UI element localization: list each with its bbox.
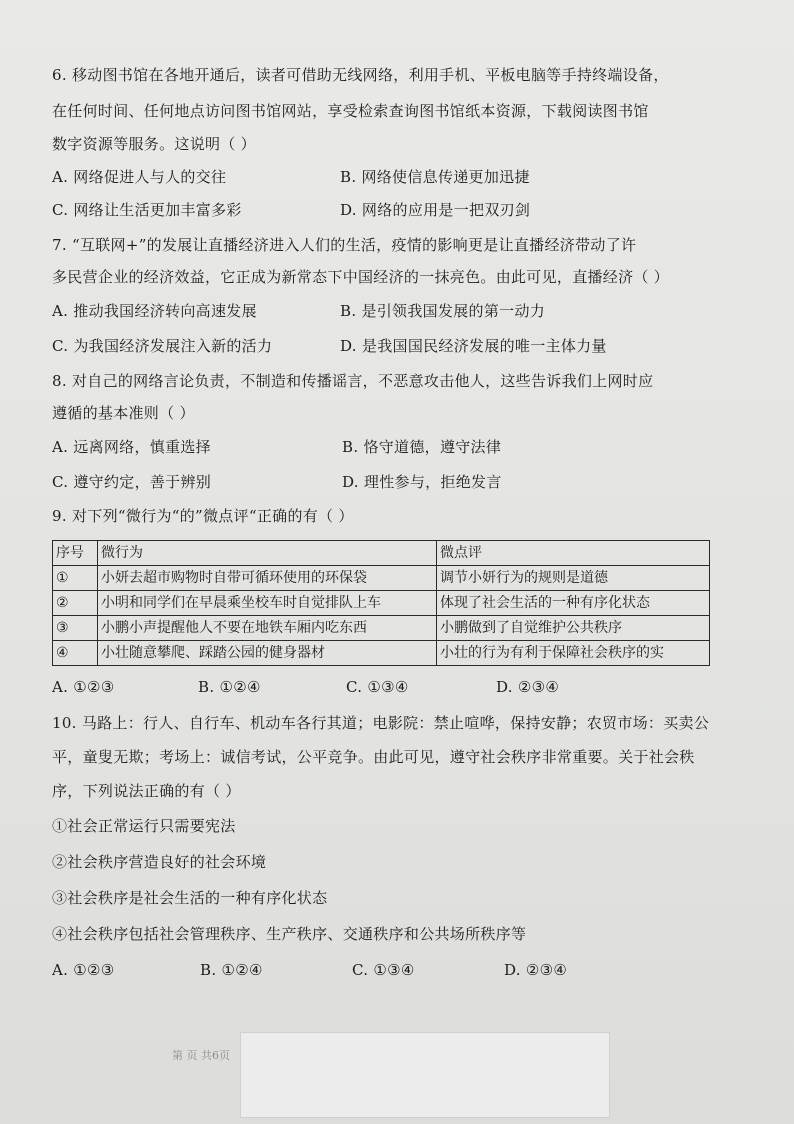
header-number: 序号	[53, 541, 98, 566]
q6-option-b: B. 网络使信息传递更加迅捷	[340, 168, 530, 186]
q10-statement-3: ③社会秩序是社会生活的一种有序化状态	[52, 889, 328, 907]
page-footer: 第 页 共6页	[172, 1049, 230, 1062]
q8-option-a: A. 远离网络，慎重选择	[52, 438, 211, 456]
table-header-row	[53, 541, 710, 566]
row-number: ④	[53, 641, 98, 666]
q7-line-1: 7. “互联网+”的发展让直播经济进入人们的生活，疫情的影响更是让直播经济带动了许	[52, 236, 637, 254]
row-behavior: 小壮随意攀爬、踩踏公园的健身器材	[98, 641, 437, 666]
q9-option-c: C. ①③④	[346, 678, 409, 696]
q7-option-c: C. 为我国经济发展注入新的活力	[52, 337, 273, 355]
row-behavior: 小妍去超市购物时自带可循环使用的环保袋	[98, 566, 437, 591]
q10-statement-2: ②社会秩序营造良好的社会环境	[52, 853, 267, 871]
q10-option-c: C. ①③④	[352, 961, 415, 979]
row-behavior: 小明和同学们在早晨乘坐校车时自觉排队上车	[98, 591, 437, 616]
q9-option-a: A. ①②③	[52, 678, 115, 696]
q7-line-2: 多民营企业的经济效益，它正成为新常态下中国经济的一抹亮色。由此可见，直播经济（ ）	[52, 268, 670, 286]
q6-line-3: 数字资源等服务。这说明（ ）	[52, 135, 256, 153]
q6-line-1: 6. 移动图书馆在各地开通后，读者可借助无线网络，利用手机、平板电脑等手持终端设备，	[52, 66, 669, 84]
row-number: ③	[53, 616, 98, 641]
q10-line-2: 平，童叟无欺；考场上：诚信考试，公平竞争。由此可见，遵守社会秩序非常重要。关于社会秩	[52, 748, 695, 766]
q6-option-a: A. 网络促进人与人的交往	[52, 168, 227, 186]
q8-line-2: 遵循的基本准则（ ）	[52, 404, 195, 422]
table-row	[53, 591, 710, 616]
row-number: ①	[53, 566, 98, 591]
q9-option-d: D. ②③④	[496, 678, 560, 696]
q10-option-a: A. ①②③	[52, 961, 115, 979]
q6-option-d: D. 网络的应用是一把双刃剑	[340, 201, 531, 219]
q10-line-1: 10. 马路上：行人、自行车、机动车各行其道；电影院：禁止喧哗，保持安静；农贸市场：买卖公	[52, 714, 710, 732]
redaction-box	[240, 1032, 610, 1118]
table-row	[53, 641, 710, 666]
q8-option-d: D. 理性参与，拒绝发言	[342, 473, 502, 491]
row-comment: 调节小妍行为的规则是道德	[437, 566, 710, 591]
q8-option-c: C. 遵守约定，善于辨别	[52, 473, 212, 491]
q10-statement-4: ④社会秩序包括社会管理秩序、生产秩序、交通秩序和公共场所秩序等	[52, 925, 527, 943]
q7-option-a: A. 推动我国经济转向高速发展	[52, 302, 257, 320]
q8-option-b: B. 恪守道德，遵守法律	[342, 438, 502, 456]
row-comment: 体现了社会生活的一种有序化状态	[437, 591, 710, 616]
q9-table	[52, 540, 710, 666]
q10-line-3: 序，下列说法正确的有（ ）	[52, 782, 241, 800]
row-comment: 小鹏做到了自觉维护公共秩序	[437, 616, 710, 641]
q10-option-b: B. ①②④	[200, 961, 263, 979]
q6-option-c: C. 网络让生活更加丰富多彩	[52, 201, 242, 219]
row-number: ②	[53, 591, 98, 616]
q10-option-d: D. ②③④	[504, 961, 568, 979]
header-behavior: 微行为	[98, 541, 437, 566]
header-comment: 微点评	[437, 541, 710, 566]
q8-line-1: 8. 对自己的网络言论负责，不制造和传播谣言，不恶意攻击他人，这些告诉我们上网时应	[52, 372, 654, 390]
row-comment: 小壮的行为有利于保障社会秩序的实	[437, 641, 710, 666]
q9-line: 9. 对下列“微行为“的”微点评“正确的有（ ）	[52, 507, 354, 525]
q7-option-d: D. 是我国国民经济发展的唯一主体力量	[340, 337, 607, 355]
q7-option-b: B. 是引领我国发展的第一动力	[340, 302, 546, 320]
table-row	[53, 616, 710, 641]
q6-line-2: 在任何时间、任何地点访问图书馆网站，享受检索查询图书馆纸本资源，下载阅读图书馆	[52, 102, 649, 120]
row-behavior: 小鹏小声提醒他人不要在地铁车厢内吃东西	[98, 616, 437, 641]
table-row	[53, 566, 710, 591]
q10-statement-1: ①社会正常运行只需要宪法	[52, 817, 236, 835]
q9-option-b: B. ①②④	[198, 678, 261, 696]
